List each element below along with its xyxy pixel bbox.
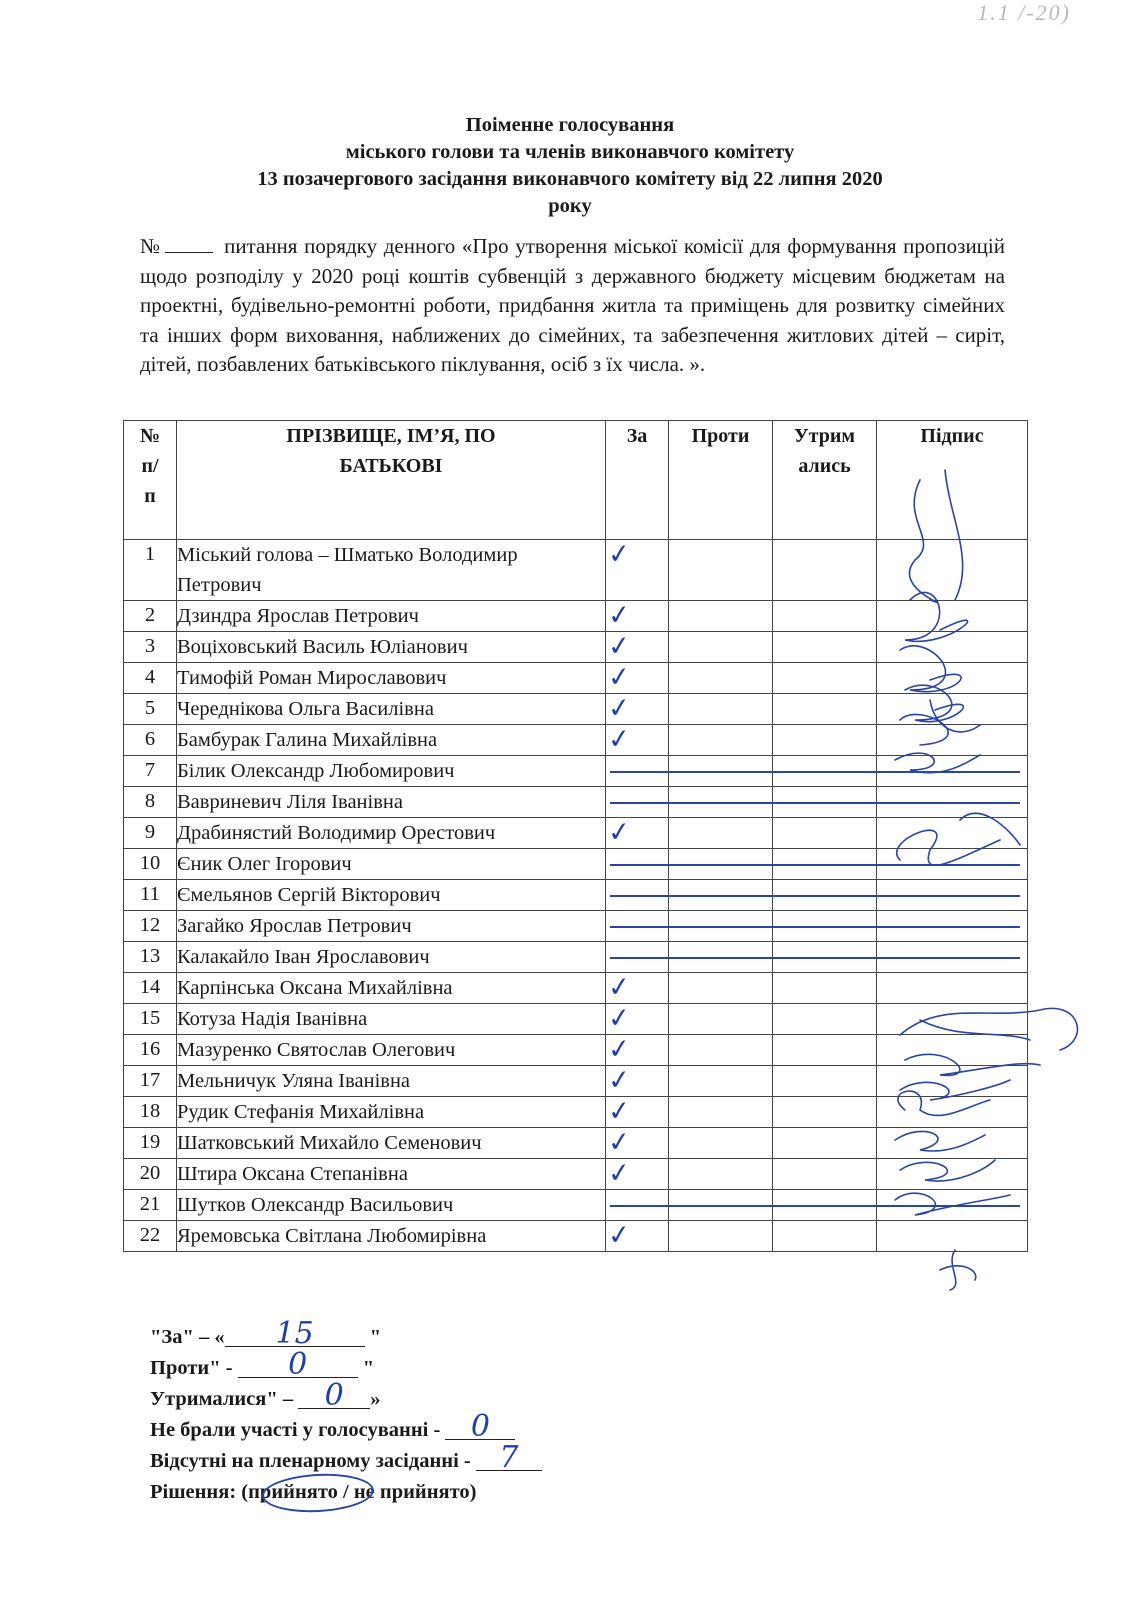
header-number: № п/ п [124, 421, 177, 540]
row-name: Білик Олександр Любомирович [177, 756, 606, 787]
checkmark-icon: ✓ [606, 537, 633, 572]
agenda-number-blank [165, 234, 213, 253]
checkmark-icon: ✓ [606, 598, 633, 633]
votes-table-header [124, 421, 1028, 540]
header-za: За [606, 421, 669, 540]
row-number: 1 [124, 540, 177, 601]
row-name: Шутков Олександр Васильович [177, 1190, 606, 1221]
row-proty-cell [669, 1035, 773, 1066]
row-name: Рудик Стефанія Михайлівна [177, 1097, 606, 1128]
row-number: 22 [124, 1221, 177, 1252]
row-proty-cell [669, 601, 773, 632]
row-number: 10 [124, 849, 177, 880]
row-name: Вавриневич Ліля Іванівна [177, 787, 606, 818]
row-za-cell [606, 1094, 669, 1129]
table-row [124, 663, 1028, 694]
row-name: Бамбурак Галина Михайлівна [177, 725, 606, 756]
summary-za-value: 15 [225, 1322, 365, 1347]
absent-strike-line [610, 802, 1020, 804]
row-number: 15 [124, 1004, 177, 1035]
row-pidpys-cell [877, 601, 1028, 632]
row-proty-cell [669, 1128, 773, 1159]
header-proty: Проти [669, 421, 773, 540]
row-number: 5 [124, 694, 177, 725]
checkmark-icon: ✓ [606, 722, 633, 757]
checkmark-icon: ✓ [606, 660, 633, 695]
row-name: Ємельянов Сергій Вікторович [177, 880, 606, 911]
row-number: 11 [124, 880, 177, 911]
title-line-1: Поіменне голосування [465, 114, 675, 136]
agenda-text: питання порядку денного «Про утворення міської комісії для формування пропозицій щодо розподілу у 2020 році коштів субвенцій з державного бюджету місцевим бюджетам на проектні, будівельно-ремонтні роботи, придбання житла та приміщень для розвитку сімейних та інших форм виховання, наближених до сімейних, та забезпечення житлових дітей – сиріт, дітей, позбавлених батьківського піклування, осіб з їх числа. ». [140, 234, 1005, 376]
row-number: 2 [124, 601, 177, 632]
row-number: 3 [124, 632, 177, 663]
decision-circle-mark [261, 1471, 375, 1515]
row-za-cell [606, 970, 669, 1005]
row-utrym-cell [773, 663, 877, 694]
header-pidpys: Підпис [877, 421, 1028, 540]
row-za-cell [606, 722, 669, 757]
row-utrym-cell [773, 1035, 877, 1066]
table-row [124, 1066, 1028, 1097]
row-name: Дзиндра Ярослав Петрович [177, 601, 606, 632]
table-row [124, 1159, 1028, 1190]
row-pidpys-cell [877, 540, 1028, 601]
signature-22 [940, 1250, 976, 1290]
row-number: 8 [124, 787, 177, 818]
row-proty-cell [669, 1004, 773, 1035]
row-name: Драбинястий Володимир Орестович [177, 818, 606, 849]
summary-ne-braly-value: 0 [445, 1415, 515, 1440]
row-proty-cell [669, 540, 773, 601]
row-pidpys-cell [877, 663, 1028, 694]
row-number: 4 [124, 663, 177, 694]
row-name: Яремовська Світлана Любомирівна [177, 1221, 606, 1252]
row-proty-cell [669, 663, 773, 694]
row-utrym-cell [773, 1066, 877, 1097]
row-proty-cell [669, 1097, 773, 1128]
row-za-cell [606, 1125, 669, 1160]
row-za-cell [606, 1218, 669, 1253]
summary-vidsutni-value: 7 [476, 1446, 542, 1471]
row-name: Шатковський Михайло Семенович [177, 1128, 606, 1159]
row-pidpys-cell [877, 973, 1028, 1004]
row-number: 14 [124, 973, 177, 1004]
checkmark-icon: ✓ [606, 970, 633, 1005]
absent-strike-line [610, 926, 1020, 928]
row-name: Міський голова – Шматько Володимир Петрович [177, 540, 606, 601]
row-utrym-cell [773, 694, 877, 725]
table-row [124, 1221, 1028, 1252]
vote-summary [150, 1316, 542, 1508]
checkmark-icon: ✓ [606, 629, 633, 664]
checkmark-icon: ✓ [606, 1156, 633, 1191]
row-number: 19 [124, 1128, 177, 1159]
row-pidpys-cell [877, 1066, 1028, 1097]
checkmark-icon: ✓ [606, 1218, 633, 1253]
row-proty-cell [669, 818, 773, 849]
table-row [124, 601, 1028, 632]
agenda-paragraph [140, 232, 1005, 380]
row-name: Карпінська Оксана Михайлівна [177, 973, 606, 1004]
row-proty-cell [669, 632, 773, 663]
table-row [124, 818, 1028, 849]
table-row [124, 1128, 1028, 1159]
row-number: 17 [124, 1066, 177, 1097]
table-row [124, 694, 1028, 725]
row-proty-cell [669, 694, 773, 725]
row-number: 6 [124, 725, 177, 756]
table-row [124, 1097, 1028, 1128]
summary-ne-braly: Не брали участі у голосуванні - 0 [150, 1415, 542, 1446]
title-line-3: 13 позачергового засідання виконавчого комітету від 22 липня 2020 [257, 168, 883, 190]
row-za-cell [606, 537, 669, 601]
table-row [124, 540, 1028, 601]
row-za-cell [606, 1032, 669, 1067]
row-pidpys-cell [877, 1128, 1028, 1159]
row-name: Калакайло Іван Ярославович [177, 942, 606, 973]
row-za-cell [606, 691, 669, 726]
row-number: 7 [124, 756, 177, 787]
row-pidpys-cell [877, 1097, 1028, 1128]
row-name: Штира Оксана Степанівна [177, 1159, 606, 1190]
row-proty-cell [669, 973, 773, 1004]
row-proty-cell [669, 1221, 773, 1252]
checkmark-icon: ✓ [606, 1001, 633, 1036]
header-utrym: Утрим ались [773, 421, 877, 540]
checkmark-icon: ✓ [606, 815, 633, 850]
header-name: ПРІЗВИЩЕ, ІМ’Я, ПО БАТЬКОВІ [177, 421, 606, 540]
table-row [124, 1004, 1028, 1035]
checkmark-icon: ✓ [606, 1125, 633, 1160]
row-pidpys-cell [877, 818, 1028, 849]
absent-strike-line [610, 864, 1020, 866]
row-za-cell [606, 1063, 669, 1098]
votes-table [123, 420, 1028, 1252]
row-za-cell [606, 1156, 669, 1191]
checkmark-icon: ✓ [606, 1032, 633, 1067]
row-proty-cell [669, 725, 773, 756]
row-pidpys-cell [877, 1035, 1028, 1066]
row-pidpys-cell [877, 1004, 1028, 1035]
checkmark-icon: ✓ [606, 691, 633, 726]
row-number: 9 [124, 818, 177, 849]
table-row [124, 1035, 1028, 1066]
row-pidpys-cell [877, 1159, 1028, 1190]
table-row [124, 973, 1028, 1004]
row-name: Загайко Ярослав Петрович [177, 911, 606, 942]
row-utrym-cell [773, 1128, 877, 1159]
row-za-cell [606, 815, 669, 850]
row-utrym-cell [773, 1097, 877, 1128]
row-proty-cell [669, 1066, 773, 1097]
row-utrym-cell [773, 632, 877, 663]
checkmark-icon: ✓ [606, 1063, 633, 1098]
row-utrym-cell [773, 540, 877, 601]
summary-utrym: Утрималися" – 0 » [150, 1378, 381, 1413]
agenda-number-sign: № [140, 234, 162, 258]
summary-za: "За" – « 15 " [150, 1316, 382, 1351]
row-pidpys-cell [877, 1221, 1028, 1252]
row-name: Тимофій Роман Мирославович [177, 663, 606, 694]
row-pidpys-cell [877, 632, 1028, 663]
row-za-cell [606, 660, 669, 695]
row-name: Єник Олег Ігорович [177, 849, 606, 880]
row-proty-cell [669, 1159, 773, 1190]
title-line-4: року [548, 195, 592, 217]
row-pidpys-cell [877, 694, 1028, 725]
summary-vidsutni: Відсутні на пленарному засіданні - 7 [150, 1446, 542, 1477]
absent-strike-line [610, 1205, 1020, 1207]
absent-strike-line [610, 957, 1020, 959]
row-za-cell [606, 1001, 669, 1036]
summary-proty: Проти" - 0 " [150, 1347, 375, 1382]
row-za-cell [606, 598, 669, 633]
document-title [140, 112, 1000, 220]
row-name: Котуза Надія Іванівна [177, 1004, 606, 1035]
summary-utrym-value: 0 [298, 1384, 370, 1409]
row-utrym-cell [773, 601, 877, 632]
checkmark-icon: ✓ [606, 1094, 633, 1129]
row-pidpys-cell [877, 725, 1028, 756]
row-name: Воціховський Василь Юліанович [177, 632, 606, 663]
row-name: Мазуренко Святослав Олегович [177, 1035, 606, 1066]
title-line-2: міського голови та членів виконавчого комітету [345, 141, 795, 163]
row-number: 18 [124, 1097, 177, 1128]
table-row [124, 725, 1028, 756]
row-utrym-cell [773, 725, 877, 756]
absent-strike-line [610, 771, 1020, 773]
row-number: 20 [124, 1159, 177, 1190]
row-utrym-cell [773, 1159, 877, 1190]
summary-rishennia: Рішення: (прийнято / не прийнято) [150, 1477, 542, 1508]
row-name: Череднікова Ольга Василівна [177, 694, 606, 725]
row-number: 13 [124, 942, 177, 973]
page-corner-mark: 1.1 /-20) [977, 0, 1071, 25]
absent-strike-line [610, 895, 1020, 897]
row-utrym-cell [773, 1004, 877, 1035]
row-utrym-cell [773, 818, 877, 849]
table-row [124, 632, 1028, 663]
row-utrym-cell [773, 973, 877, 1004]
row-name: Мельничук Уляна Іванівна [177, 1066, 606, 1097]
row-number: 12 [124, 911, 177, 942]
row-utrym-cell [773, 1221, 877, 1252]
row-number: 21 [124, 1190, 177, 1221]
row-za-cell [606, 629, 669, 664]
summary-proty-value: 0 [238, 1353, 358, 1378]
row-number: 16 [124, 1035, 177, 1066]
